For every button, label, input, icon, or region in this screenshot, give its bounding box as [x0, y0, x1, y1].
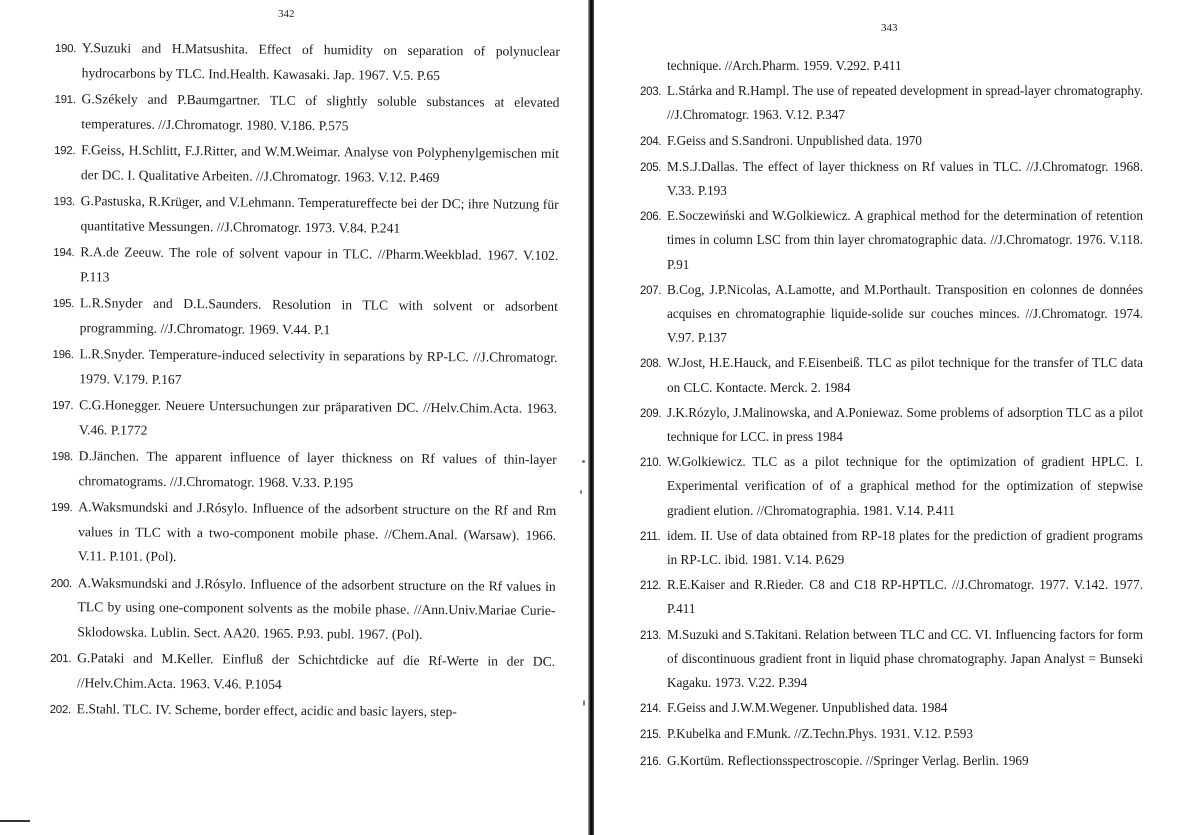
reference-list — [50, 36, 560, 728]
reference-text: J.K.Rózylo, J.Malinowska, and A.Poniewaz. Some problems of adsorption TLC as a pilot technique for LCC. in press 1984 — [667, 404, 1143, 445]
reference-text: L.Stárka and R.Hampl. The use of repeated development in spread-layer chromatography. //J.Chromatogr. 1963. V.12. P.347 — [667, 83, 1143, 123]
reference-number: 202. — [49, 703, 71, 717]
reference-number: 204. — [640, 135, 662, 148]
reference-text: L.R.Snyder. Temperature-induced selectivity in separations by RP-LC. //J.Chromatogr. 1979. V.179. P.167 — [79, 346, 558, 387]
reference-item — [640, 351, 1143, 399]
reference-number: 206. — [640, 211, 662, 224]
reference-item — [640, 401, 1143, 449]
reference-text: A.Waksmundski and J.Rósylo. Influence of the adsorbent structure on the Rf and Rm values in TLC with a two-component mobile phase. //Chem.Anal. (Warsaw). 1966. V.11. P.101. (Pol). — [77, 499, 557, 564]
reference-text: F.Geiss and S.Sandroni. Unpublished data. 1970 — [667, 132, 922, 148]
reference-number: 197. — [52, 399, 74, 413]
page-number: 342 — [278, 8, 295, 20]
reference-number: 193. — [53, 195, 75, 209]
reference-number: 198. — [51, 450, 73, 464]
reference-text: Y.Suzuki and H.Matsushita. Effect of humidity on separation of polynuclear hydrocarbons by TLC. Ind.Health. Kawasaki. Jap. 1967. V.5. P.65 — [81, 40, 560, 83]
reference-number: 192. — [54, 144, 76, 158]
reference-item — [640, 623, 1143, 696]
reference-text: technique. //Arch.Pharm. 1959. V.292. P.411 — [667, 58, 902, 73]
reference-number: 200. — [50, 577, 72, 590]
reference-text: G.Kortüm. Reflectionsspectroscopie. //Springer Verlag. Berlin. 1969 — [667, 752, 1029, 768]
reference-number: 199. — [51, 501, 73, 515]
reference-item — [52, 393, 557, 446]
page-edge-mark — [0, 820, 30, 822]
reference-number: 208. — [640, 358, 662, 371]
spine-shadow — [588, 0, 594, 835]
reference-text: C.G.Honegger. Neuere Untersuchungen zur präparativen DC. //Helv.Chim.Acta. 1963. V.46. P.1772 — [78, 397, 558, 438]
reference-item — [640, 696, 1143, 721]
reference-number: 194. — [53, 246, 75, 260]
reference-number: 195. — [52, 297, 75, 311]
reference-item — [53, 240, 558, 293]
reference-number: 214. — [640, 703, 662, 716]
reference-item — [640, 573, 1143, 621]
reference-text: A.Waksmundski and J.Rósylo. Influence of the adsorbent structure on the Rf values in TLC by using one-component solvents as the mobile phase. //Ann.Univ.Mariae Curie-Sklodowska. Lublin. Sect. AA20. 1965. P.93. publ. 1967. (Pol). — [77, 574, 556, 642]
reference-item — [53, 189, 558, 242]
reference-text: R.A.de Zeeuw. The role of solvent vapour in TLC. //Pharm.Weekblad. 1967. V.102. P.113 — [80, 244, 559, 284]
reference-text: L.R.Snyder and D.L.Saunders. Resolution in TLC with solvent or adsorbent programming. //J.Chromatogr. 1969. V.44. P.1 — [79, 295, 558, 337]
reference-number: 211. — [640, 530, 661, 543]
reference-item — [54, 87, 559, 140]
reference-number: 203. — [640, 86, 662, 99]
reference-number: 201. — [50, 652, 72, 666]
reference-text: M.S.J.Dallas. The effect of layer thickness on Rf values in TLC. //J.Chromatogr. 1968. V.33. P.193 — [667, 158, 1143, 199]
reference-item — [640, 79, 1143, 127]
reference-item — [640, 155, 1143, 203]
reference-item — [52, 342, 557, 395]
reference-text: W.Jost, H.E.Hauck, and F.Eisenbeiß. TLC as pilot technique for the transfer of TLC data on CLC. Kontacte. Merck. 2. 1984 — [667, 355, 1143, 395]
reference-item — [50, 646, 555, 699]
reference-text: E.Stahl. TLC. IV. Scheme, border effect, acidic and basic layers, step- — [76, 701, 457, 720]
reference-item — [640, 749, 1143, 774]
reference-text: B.Cog, J.P.Nicolas, A.Lamotte, and M.Porthault. Transposition en colonnes de données acquises en chromatographie liquide-solide sur couches minces. //J.Chromatogr. 1974. V.97. P.137 — [667, 281, 1143, 346]
reference-text: R.E.Kaiser and R.Rieder. C8 and C18 RP-HPTLC. //J.Chromatogr. 1977. V.142. 1977. P.411 — [667, 577, 1143, 617]
reference-item — [640, 278, 1143, 351]
reference-number: 216. — [640, 755, 662, 768]
reference-number: 190. — [54, 42, 77, 56]
reference-text: E.Soczewiński and W.Golkiewicz. A graphical method for the determination of retention times in column LSC from thin layer chromatographic data. //J.Chromatogr. 1976. V.118. P.91 — [667, 208, 1143, 272]
reference-text: F.Geiss, H.Schlitt, F.J.Ritter, and W.M.Weimar. Analyse von Polyphenylgemischen mit der DC. I. Qualitative Arbeiten. //J.Chromatogr. 1963. V.12. P.469 — [80, 142, 560, 185]
reference-item — [51, 495, 557, 572]
page-number: 343 — [881, 22, 898, 34]
left-page — [0, 0, 590, 835]
reference-number: 196. — [52, 348, 74, 362]
reference-number: 212. — [640, 580, 662, 593]
reference-item — [55, 36, 560, 89]
reference-text: G.Pataki and M.Keller. Einfluß der Schichtdicke auf die Rf-Werte in der DC. //Helv.Chim.Acta. 1963. V.46. P.1054 — [76, 650, 556, 692]
reference-item — [640, 722, 1143, 747]
reference-number: 210. — [640, 457, 662, 470]
reference-text: G.Székely and P.Baumgartner. TLC of slightly soluble substances at elevated temperatures. //J.Chromatogr. 1980. V.186. P.575 — [81, 91, 560, 133]
spine-speck — [582, 460, 585, 463]
reference-item — [640, 524, 1143, 572]
reference-text: P.Kubelka and F.Munk. //Z.Techn.Phys. 1931. V.12. P.593 — [667, 726, 973, 742]
reference-text: idem. II. Use of data obtained from RP-18 plates for the prediction of gradient programs in RP-LC. ibid. 1981. V.14. P.629 — [667, 527, 1143, 568]
reference-text: M.Suzuki and S.Takitani. Relation between TLC and CC. VI. Influencing factors for form of discontinuous gradient front in liquid phase chromatography. Japan Analyst = Bunseki Kagaku. 1973. V.22. P.394 — [667, 626, 1143, 691]
reference-text: G.Pastuska, R.Krüger, and V.Lehmann. Temperatureffecte bei der DC; ihre Nutzung für quantitative Messungen. //J.Chromatogr. 1973. V.84. P.241 — [80, 193, 559, 236]
reference-list — [640, 54, 1143, 775]
reference-text: D.Jänchen. The apparent influence of layer thickness on Rf values of thin-layer chromatograms. //J.Chromatogr. 1968. V.33. P.195 — [78, 448, 557, 490]
reference-item — [640, 204, 1143, 277]
reference-number: 209. — [640, 407, 662, 420]
reference-continuation — [640, 54, 1143, 78]
reference-number: 215. — [640, 729, 662, 742]
reference-number: 191. — [54, 93, 76, 107]
reference-item — [50, 570, 556, 647]
reference-item — [54, 138, 559, 191]
reference-text: F.Geiss and J.W.M.Wegener. Unpublished data. 1984 — [667, 700, 948, 716]
reference-item — [50, 697, 555, 726]
reference-text: W.Golkiewicz. TLC as a pilot technique for the optimization of gradient HPLC. I. Experimental verification of of a graphical method for the optimization of stepwise gradient elution. //Chromatographia. 1981. V.14. P.411 — [667, 454, 1143, 518]
spine-speck — [583, 700, 585, 706]
reference-item — [53, 291, 558, 344]
reference-number: 213. — [640, 629, 662, 642]
right-page — [600, 0, 1200, 835]
spine-speck — [580, 490, 582, 494]
reference-number: 205. — [640, 161, 662, 174]
reference-item — [51, 444, 556, 497]
reference-item — [640, 129, 1143, 154]
reference-item — [640, 450, 1143, 523]
reference-number: 207. — [640, 284, 662, 297]
